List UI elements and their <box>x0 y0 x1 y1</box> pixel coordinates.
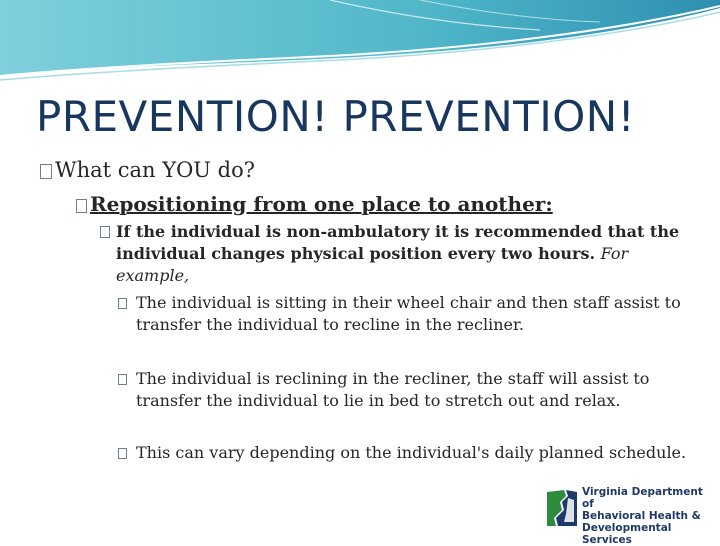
bullet-box-icon <box>118 374 127 385</box>
bullet-level1 <box>40 158 255 182</box>
virginia-map-icon <box>544 488 580 528</box>
slide-title: PREVENTION! PREVENTION! <box>36 92 636 141</box>
header-wave-decoration <box>0 0 720 90</box>
bullet-level3-text <box>116 221 700 287</box>
bullet-level1-text: What can YOU do? <box>55 158 256 182</box>
recommendation-text: If the individual is non-ambulatory it is recommended that the individual changes physical position every two hours. <box>116 222 680 263</box>
bullet-level4-item <box>118 292 688 336</box>
bullet-box-icon <box>118 298 127 309</box>
bullet-level3 <box>100 221 700 287</box>
dbhds-logo <box>544 486 714 546</box>
bullet-level4-item <box>118 442 688 464</box>
bullet-level4-text: The individual is reclining in the recliner, the staff will assist to transfer the individual to lie in bed to stretch out and relax. <box>136 369 650 410</box>
logo-line3: Developmental Services <box>582 522 672 546</box>
bullet-box-icon <box>100 226 110 238</box>
bullet-level4-item <box>118 368 688 412</box>
bullet-level2-text: Repositioning from one place to another: <box>90 192 553 216</box>
logo-line1: Virginia Department of <box>582 486 703 510</box>
bullet-box-icon <box>40 164 52 179</box>
bullet-level4-text: This can vary depending on the individual's daily planned schedule. <box>136 443 687 462</box>
logo-line2: Behavioral Health & <box>582 510 701 522</box>
bullet-level4-text: The individual is sitting in their wheel chair and then staff assist to transfer the individual to recline in the recliner. <box>136 293 681 334</box>
bullet-box-icon <box>118 448 127 459</box>
example-text: For example, <box>116 244 629 285</box>
bullet-box-icon <box>76 199 87 213</box>
bullet-level2 <box>76 192 553 216</box>
logo-text <box>582 486 714 546</box>
